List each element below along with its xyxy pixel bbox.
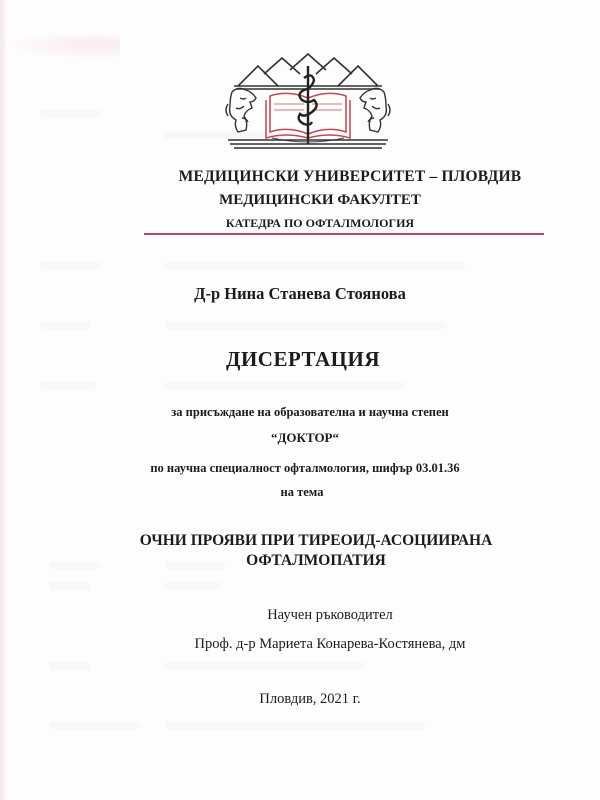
topic-intro: на тема	[280, 485, 324, 499]
bleed-through-mark	[165, 582, 220, 589]
bleed-through-mark	[40, 110, 100, 117]
bleed-through-mark	[50, 662, 90, 669]
bleed-through-mark	[165, 262, 465, 269]
university-crest-icon	[220, 52, 396, 150]
degree-name: “ДОКТОР“	[270, 430, 340, 445]
scan-smudge	[0, 35, 120, 60]
bleed-through-mark	[165, 322, 445, 329]
faculty-name: МЕДИЦИНСКИ ФАКУЛТЕТ	[219, 192, 421, 208]
bleed-through-mark	[40, 262, 100, 269]
advisor-label: Научен ръководител	[267, 607, 393, 623]
header-divider	[144, 233, 544, 235]
specialty-line: по научна специалност офталмология, шифър 03.01.36	[150, 461, 460, 475]
bleed-through-mark	[40, 382, 95, 389]
place-and-date: Пловдив, 2021 г.	[259, 691, 361, 707]
bleed-through-mark	[50, 582, 90, 589]
topic-line-2: ОФТАЛМОПАТИЯ	[246, 552, 386, 569]
bleed-through-mark	[40, 322, 90, 329]
department-name: КАТЕДРА ПО ОФТАЛМОЛОГИЯ	[225, 216, 415, 230]
award-purpose: за присъждане на образователна и научна степен	[171, 405, 449, 419]
bleed-through-mark	[165, 662, 365, 669]
scan-edge-shadow	[0, 0, 6, 800]
bleed-through-mark	[165, 382, 405, 389]
bleed-through-mark	[165, 722, 425, 729]
author-name: Д-р Нина Станева Стоянова	[194, 284, 406, 303]
bleed-through-mark	[50, 722, 140, 729]
university-name: МЕДИЦИНСКИ УНИВЕРСИТЕТ – ПЛОВДИВ	[178, 168, 522, 185]
document-title: ДИСЕРТАЦИЯ	[226, 347, 380, 371]
topic-line-1: ОЧНИ ПРОЯВИ ПРИ ТИРЕОИД-АСОЦИИРАНА	[139, 532, 493, 549]
advisor-name: Проф. д-р Мариета Конарева-Костянева, дм	[194, 636, 466, 652]
